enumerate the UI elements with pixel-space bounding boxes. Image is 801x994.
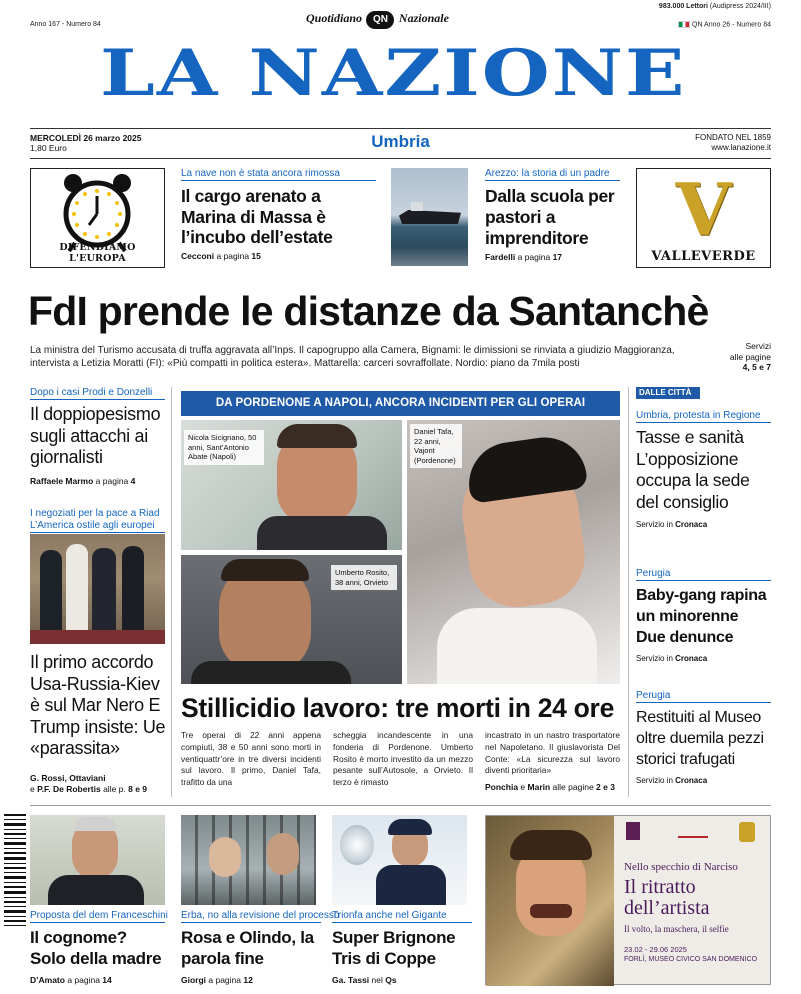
kicker-a: I negoziati per la pace a Riad [30,508,160,519]
headline: Il cargo arenato a Marina di Massa è l’incubo dell’estate [181,186,333,247]
kicker: Arezzo: la storia di un padre [485,168,620,181]
service-ref: Servizio in Cronaca [636,776,708,785]
kicker: Trionfa anche nel Gigante [332,910,472,923]
valleverde-logo-icon: V [675,167,732,252]
kicker: Dopo i casi Prodi e Donzelli [30,387,165,400]
ad-city-crest-icon [739,822,755,842]
ad-subtitle: Il volto, la maschera, il selfie [624,924,729,934]
kicker: Perugia [636,690,771,703]
kicker: Erba, no alla revisione del processo [181,910,340,921]
headline: Baby-gang rapina un minorenne Due denunce [636,587,767,646]
brignone-photo [332,815,467,905]
ad-sponsor-logo-icon [626,822,640,840]
ad-venue: FORLÌ, MUSEO CIVICO SAN DOMENICO [624,956,758,963]
services-ref: Servizi alle pagine 4, 5 e 7 [729,341,771,372]
feature-headline[interactable]: Stillicidio lavoro: tre morti in 24 ore [181,693,615,723]
price: 1,80 Euro [30,143,67,153]
bottom-story-cognome[interactable] [30,910,168,985]
feature-col-1: Tre operai di 22 anni appena compiuti, 38 e 50 anni sono morti in ventiquattr’ore in tre diversi incidenti sul lavoro. Il primo, Daniel Tafa, trafitto da una [181,730,321,788]
issue-number-right: QN Anno 26 - Numero 84 [678,21,771,28]
founded-block [695,133,771,153]
top-story-arezzo[interactable] [485,168,620,262]
museum-advertisement[interactable] [485,815,771,985]
bottom-story-rosa-olindo[interactable] [181,910,340,985]
kiev-byline: G. Rossi, Ottaviani e P.F. De Robertis alle p. 8 e 9 [30,773,148,794]
headline: Rosa e Olindo, la parola fine [181,928,314,968]
promo-label: DIFENDIAMO L'EUROPA [59,242,136,264]
header-rule [30,128,771,129]
ad-title: Il ritratto dell’artista [624,876,710,919]
kiev-headline[interactable]: Il primo accordo Usa-Russia-Kiev è sul Mar Nero E Trump insiste: Ue «parassita» [30,652,166,758]
byline: Raffaele Marmo a pagina 4 [30,475,136,486]
header-rule-bottom [30,158,771,159]
masthead-logo: LA NAZIONE [100,36,687,111]
issue-date: MERCOLEDÌ 26 marzo 2025 [30,133,142,143]
service-ref: Servizio in Cronaca [636,654,708,663]
headline: Il cognome? Solo della madre [30,928,162,968]
ad-anniversary-logo-icon [678,822,708,838]
delegation-photo [30,534,165,644]
qn-tagline [306,9,449,29]
headline: Restituiti al Museo oltre duemila pezzi storici trafugati [636,709,764,768]
kicker: Proposta del dem Franceschini [30,910,168,921]
victim-label-1: Nicola Sicignano, 50 anni, Sant’Antonio Abate (Napoli) [184,430,264,465]
feature-col-2: scheggia incandescente in una fonderia di Pordenone. Umberto Rosito è morto investito da un mezzo pesante sull’Autosole, a Orvieto. Il terzo è rimasto [333,730,473,788]
section-tag-dalle-citta: DALLE CITTÀ [636,387,700,399]
italy-flag-icon [678,21,690,28]
kicker: Perugia [636,568,771,581]
qn-logo: QN [366,11,394,29]
barcode-icon [2,810,28,930]
right-story-babygang[interactable] [636,568,771,663]
byline: Fardelli a pagina 17 [485,252,563,262]
headline: Dalla scuola per pastori a imprenditore [485,186,615,248]
readership-note: (Audipress 2024/III) [709,3,771,10]
readership-count: 983.000 Lettori [658,3,708,10]
cargo-ship-photo [391,168,468,266]
edition-name: Umbria [371,132,430,151]
top-story-cargo[interactable] [181,168,376,261]
main-summary: La ministra del Turismo accusata di truffa aggravata all’Inps. Il capogruppo alla Camera, Bignami: le dimissioni se rinviata a giudizio Maggioranza, intervista a Letizia Moratti (FI): «Più compatti in politica estera». Mattarella: carceri sovraffollate. Nordio: piano da 7mila posti [30,345,675,369]
bottom-story-brignone[interactable] [332,910,472,985]
kicker: La nave non è stata ancora rimossa [181,168,376,181]
feature-col-3: incastrato in un nastro trasportatore nel Napoletano. Il giuslavorista Del Conte: «La sicurezza sul lavoro diventi prioritaria» [485,730,620,776]
byline: Cecconi a pagina 15 [181,250,261,261]
feature-banner: DA PORDENONE A NAPOLI, ANCORA INCIDENTI PER GLI OPERAI [181,391,620,416]
promo-difendiamo-europa[interactable] [30,168,165,268]
ad-dates: 23.02 - 29.06 2025 [624,945,687,954]
founded-year: FONDATO NEL 1859 [695,133,771,142]
kicker-b: L’America ostile agli europei [30,520,165,533]
headline: Super Brignone Tris di Coppe [332,928,456,968]
left-story-kiev[interactable] [30,508,165,533]
kicker: Umbria, protesta in Regione [636,410,771,423]
promo-valleverde[interactable] [636,168,771,268]
byline: Giorgi a pagina 12 [181,975,253,985]
ad-text [624,860,768,964]
headline: Tasse e sanità L’opposizione occupa la sede del consiglio [636,427,750,512]
victim-label-2: Daniel Tafa, 22 anni, Vajont (Pordenone) [410,424,462,468]
issue-number-left: Anno 167 - Numero 84 [30,21,101,28]
right-story-museo[interactable] [636,690,771,785]
tagline-left: Quotidiano [306,11,363,25]
victim-label-3: Umberto Rosito, 38 anni, Orvieto [331,565,397,590]
franceschini-photo [30,815,165,905]
bottom-rule [30,805,771,806]
main-headline[interactable]: FdI prende le distanze da Santanchè [28,288,709,334]
website: www.lanazione.it [711,143,771,152]
column-divider-left [171,387,172,797]
rosa-olindo-photo [181,815,316,905]
column-divider-right [628,387,629,797]
byline: Ga. Tassi nel Qs [332,975,397,985]
ad-top-line: Nello specchio di Narciso [624,861,738,873]
right-story-tasse[interactable] [636,410,771,529]
left-story-journalists[interactable] [30,387,165,486]
headline: Il doppiopesismo sugli attacchi ai giornalisti [30,404,161,467]
readership [659,3,771,10]
service-ref: Servizio in Cronaca [636,520,708,529]
brand-name: VALLEVERDE [651,249,756,264]
byline: D’Amato a pagina 14 [30,975,112,985]
ad-painting [486,816,614,986]
feature-byline: Ponchia e Marin alle pagine 2 e 3 [485,782,615,792]
tagline-right: Nazionale [398,11,449,25]
